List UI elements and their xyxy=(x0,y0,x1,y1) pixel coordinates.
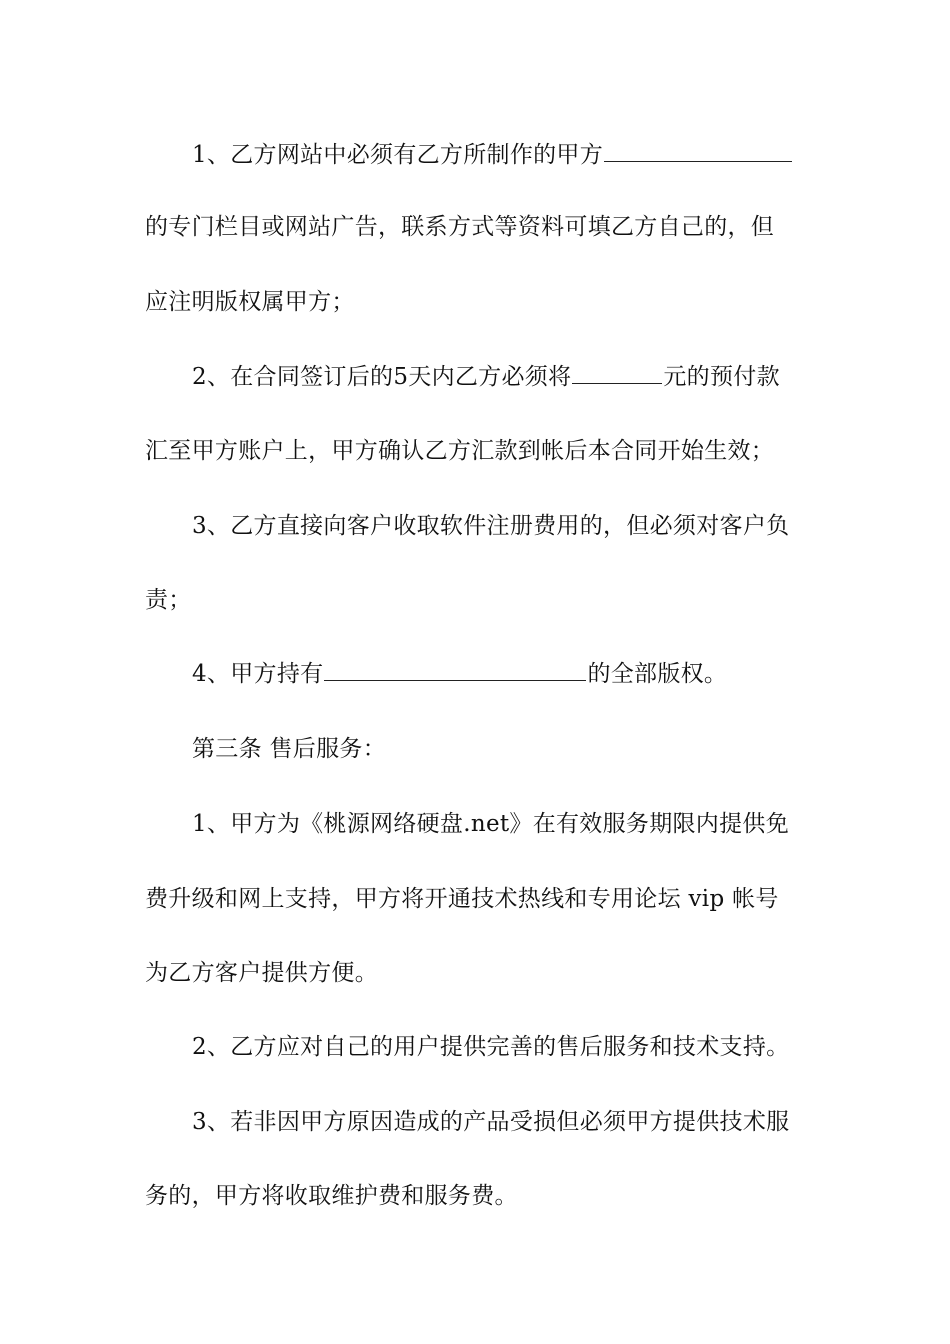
clause-2-2-line-1 xyxy=(192,357,872,397)
clause-3-3-line-2: 务的，甲方将收取维护费和服务费。 xyxy=(145,1183,518,1209)
clause-2-2-line-2: 汇至甲方账户上，甲方确认乙方汇款到帐后本合同开始生效； xyxy=(145,438,775,464)
clause-2-1-text: 1、乙方网站中必须有乙方所制作的甲方 xyxy=(192,142,604,168)
clause-3-3-line-1: 3、若非因甲方原因造成的产品受损但必须甲方提供技术服 xyxy=(192,1109,790,1135)
fill-in-blank xyxy=(604,137,792,162)
clause-2-4-text: 4、甲方持有 xyxy=(192,661,324,687)
amount-blank xyxy=(572,359,662,384)
clause-2-4-line-1 xyxy=(192,654,872,694)
clause-2-3-line-1: 3、乙方直接向客户收取软件注册费用的，但必须对客户负 xyxy=(192,513,790,539)
copyright-blank xyxy=(324,656,586,681)
clause-2-4-text-tail: 的全部版权。 xyxy=(587,661,728,687)
clause-3-1-line-2: 费升级和网上支持，甲方将开通技术热线和专用论坛 vip 帐号 xyxy=(145,886,779,912)
clause-2-1-line-3: 应注明版权属甲方； xyxy=(145,289,355,315)
clause-2-1-line-2: 的专门栏目或网站广告，联系方式等资料可填乙方自己的，但 xyxy=(145,214,775,240)
clause-2-1-line-1 xyxy=(192,135,872,175)
clause-2-2-text: 2、在合同签订后的5天内乙方必须将 xyxy=(192,364,572,390)
clause-2-3-line-2: 责； xyxy=(145,587,192,613)
clause-2-2-text-tail: 元的预付款 xyxy=(663,364,780,390)
clause-3-1-line-1: 1、甲方为《桃源网络硬盘.net》在有效服务期限内提供免 xyxy=(192,811,790,837)
clause-3-1-line-3: 为乙方客户提供方便。 xyxy=(145,960,378,986)
clause-3-2-line-1: 2、乙方应对自己的用户提供完善的售后服务和技术支持。 xyxy=(192,1034,790,1060)
article-3-heading: 第三条 售后服务： xyxy=(192,736,387,762)
